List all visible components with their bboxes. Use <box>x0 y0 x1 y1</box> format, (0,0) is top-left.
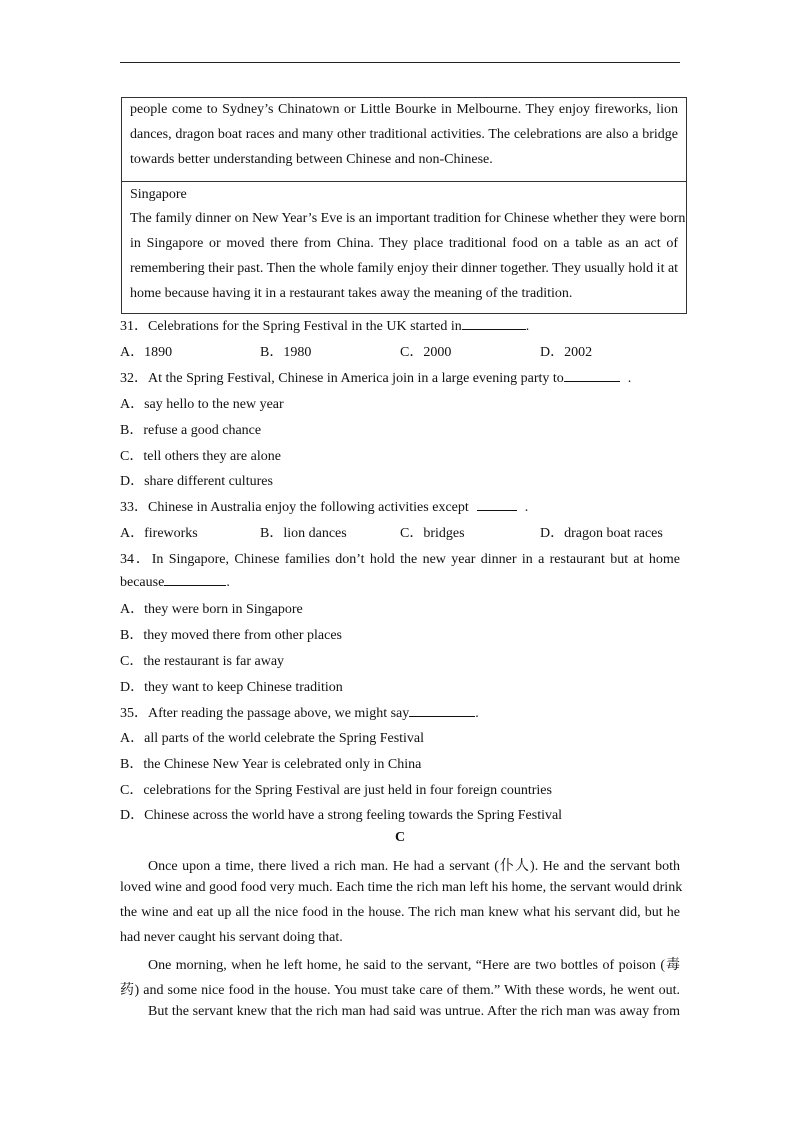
cell-heading: Singapore <box>130 187 187 202</box>
question-stem: 31．Celebrations for the Spring Festival in the UK started in <box>120 319 462 334</box>
option-b: B．refuse a good chance <box>120 423 262 438</box>
option-b: B．1980 <box>260 345 312 360</box>
question-34-continued <box>120 573 230 591</box>
answer-blank <box>462 317 526 330</box>
question-stem: 33．Chinese in Australia enjoy the following activities except <box>120 500 469 515</box>
option-b: B．they moved there from other places <box>120 628 342 643</box>
question-33 <box>120 496 528 516</box>
option-a: A．they were born in Singapore <box>120 602 303 617</box>
story-line: Once upon a time, there lived a rich man. He had a servant (仆人). He and the servant both <box>148 859 680 874</box>
story-line: One morning, when he left home, he said to the servant, “Here are two bottles of poison (毒 <box>148 958 680 973</box>
story-line: loved wine and good food very much. Each time the rich man left his home, the servant would drink <box>120 880 683 895</box>
answer-blank <box>164 573 226 586</box>
option-d: D．share different cultures <box>120 474 273 489</box>
option-c: C．the restaurant is far away <box>120 654 285 669</box>
passage-line: remembering their past. Then the whole family enjoy their dinner together. They usually hold it at <box>130 261 679 276</box>
option-d: D．Chinese across the world have a strong feeling towards the Spring Festival <box>120 808 563 823</box>
passage-line: dances, dragon boat races and many other traditional activities. The celebrations are also a bridge <box>130 127 678 142</box>
option-a: A．1890 <box>120 345 173 360</box>
story-line: 药) and some nice food in the house. You must take care of them.” With these words, he went out. <box>120 983 680 998</box>
option-b: B．the Chinese New Year is celebrated only in China <box>120 757 422 772</box>
question-stem: because <box>120 575 165 590</box>
question-31 <box>120 315 529 335</box>
story-line: But the servant knew that the rich man had said was untrue. After the rich man was away from <box>148 1004 680 1019</box>
option-d: D．2002 <box>540 345 593 360</box>
passage-table-cell-continued <box>121 97 687 182</box>
option-d: D．dragon boat races <box>540 526 663 541</box>
question-34: 34．In Singapore, Chinese families don’t hold the new year dinner in a restaurant but at home <box>120 552 680 567</box>
passage-table-cell-singapore <box>121 181 687 314</box>
passage-line: The family dinner on New Year’s Eve is an important tradition for Chinese whether they were born <box>130 211 686 226</box>
option-c: C．tell others they are alone <box>120 449 281 464</box>
question-tail: . <box>226 575 230 590</box>
question-35 <box>120 702 479 722</box>
answer-blank <box>477 498 517 511</box>
question-tail: . <box>475 706 479 721</box>
question-stem: 32．At the Spring Festival, Chinese in America join in a large evening party to <box>120 371 564 386</box>
option-a: A．all parts of the world celebrate the Spring Festival <box>120 731 425 746</box>
option-c: C．bridges <box>400 526 465 541</box>
passage-line: home because having it in a restaurant takes away the meaning of the tradition. <box>130 286 573 301</box>
answer-blank <box>409 704 475 717</box>
passage-line: towards better understanding between Chinese and non-Chinese. <box>130 152 493 167</box>
question-tail: . <box>524 500 529 515</box>
question-32 <box>120 367 631 387</box>
question-tail: . <box>525 319 530 334</box>
option-c: C．2000 <box>400 345 452 360</box>
passage-line: people come to Sydney’s Chinatown or Little Bourke in Melbourne. They enjoy fireworks, lion <box>130 102 678 117</box>
question-tail: . <box>627 371 632 386</box>
option-d: D．they want to keep Chinese tradition <box>120 680 343 695</box>
section-title: C <box>394 830 406 845</box>
story-line: the wine and eat up all the nice food in the house. The rich man knew what his servant did, but he <box>120 905 680 920</box>
header-rule <box>120 62 680 63</box>
answer-blank <box>564 369 620 382</box>
option-a: A．fireworks <box>120 526 198 541</box>
passage-line: in Singapore or moved there from China. They place traditional food on a table as an act of <box>130 236 678 251</box>
question-stem: 35．After reading the passage above, we might say <box>120 706 410 721</box>
option-b: B．lion dances <box>260 526 347 541</box>
story-line: had never caught his servant doing that. <box>120 930 343 945</box>
option-c: C．celebrations for the Spring Festival are just held in four foreign countries <box>120 783 552 798</box>
option-a: A．say hello to the new year <box>120 397 284 412</box>
